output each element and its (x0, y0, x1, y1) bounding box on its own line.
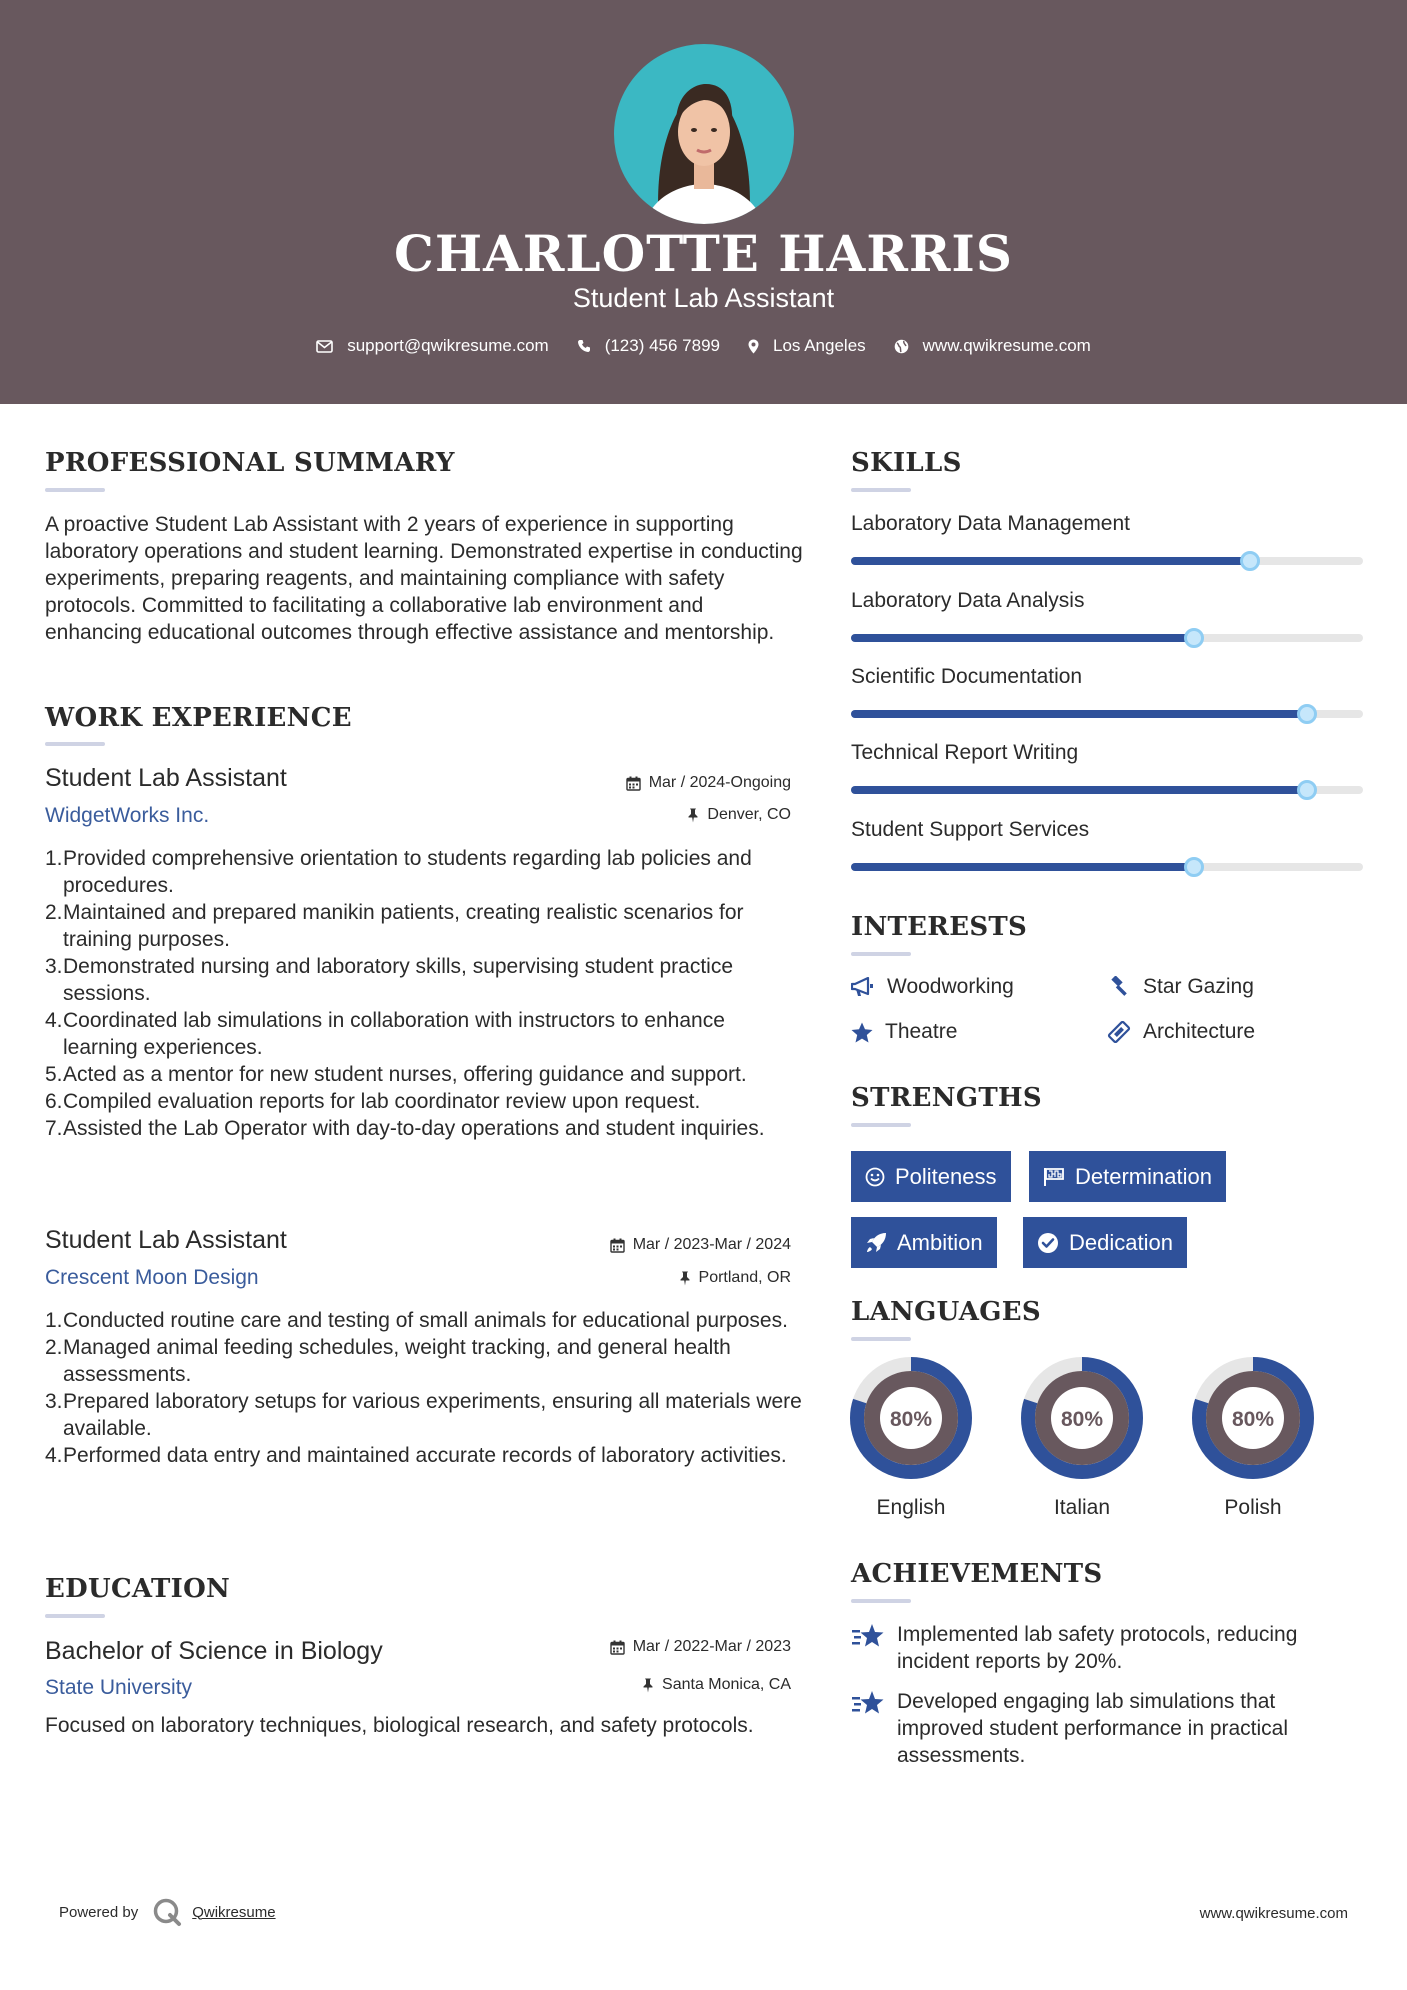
experience-rule (45, 742, 105, 746)
interest-label: Woodworking (887, 975, 1014, 998)
email-text: support@qwikresume.com (347, 336, 549, 355)
footer-powered-by (59, 1897, 276, 1927)
skill-knob (1240, 551, 1260, 571)
education-school[interactable]: State University (45, 1676, 193, 1699)
interests-heading: INTERESTS (851, 912, 1028, 942)
phone-icon (577, 339, 591, 353)
skill-fill (851, 863, 1194, 871)
contact-phone[interactable] (577, 336, 720, 356)
job-1-dates-text: Mar / 2024-Ongoing (648, 774, 791, 791)
education-location (480, 1676, 791, 1694)
skill-label: Technical Report Writing (851, 741, 1079, 764)
job-1-location (480, 806, 791, 824)
achievement-item (851, 1688, 1363, 1769)
languages-heading: LANGUAGES (851, 1297, 1041, 1327)
skills-heading: SKILLS (851, 448, 962, 478)
strengths-rule (851, 1123, 911, 1127)
avatar-illustration (614, 44, 794, 224)
achievement-text: Developed engaging lab simulations that improved student performance in practical assessments. (897, 1690, 1289, 1767)
skill-knob (1297, 780, 1317, 800)
powered-by-label: Powered by (59, 1903, 139, 1921)
interest-item (851, 1020, 957, 1044)
skill-fill (851, 634, 1194, 642)
list-item: 2. Maintained and prepared manikin patients, creating realistic scenarios for training purposes. (45, 901, 744, 951)
strength-badge (1023, 1217, 1187, 1268)
skill-fill (851, 710, 1307, 718)
contact-location (748, 336, 866, 356)
interests-rule (851, 952, 911, 956)
check-circle-icon (1037, 1232, 1059, 1254)
pushpin-icon (642, 1678, 654, 1693)
skill-label: Laboratory Data Analysis (851, 589, 1085, 612)
shooting-star-icon (851, 1690, 885, 1716)
flag-icon (1043, 1167, 1065, 1187)
job-1-bullets (45, 845, 805, 1142)
contact-bar (0, 336, 1407, 356)
language-ring (850, 1357, 972, 1484)
calendar-icon (610, 1238, 625, 1253)
map-marker-icon (748, 339, 759, 354)
candidate-title: Student Lab Assistant (572, 283, 835, 313)
interest-item (851, 975, 1014, 999)
language-name: Polish (1224, 1496, 1282, 1519)
ring-percent: 80% (1060, 1408, 1104, 1431)
languages-rule (851, 1337, 911, 1341)
interest-label: Architecture (1143, 1020, 1256, 1043)
list-item: 6. Compiled evaluation reports for lab coordinator review upon request. (45, 1090, 701, 1113)
envelope-icon (316, 340, 333, 353)
ring-percent: 80% (889, 1408, 933, 1431)
strength-label: Dedication (1069, 1229, 1173, 1255)
education-dates (480, 1638, 791, 1656)
skills-rule (851, 488, 911, 492)
list-item: 1. Provided comprehensive orientation to students regarding lab policies and procedures. (45, 847, 752, 897)
smile-icon (865, 1167, 885, 1187)
education-heading: EDUCATION (45, 1574, 231, 1604)
skill-label: Scientific Documentation (851, 665, 1083, 688)
language-name: English (876, 1496, 946, 1519)
pushpin-icon (679, 1271, 691, 1286)
strength-label: Determination (1075, 1163, 1212, 1189)
contact-email[interactable] (316, 336, 549, 356)
job-1-company[interactable]: WidgetWorks Inc. (45, 804, 210, 827)
footer-website[interactable]: www.qwikresume.com (1199, 1905, 1348, 1922)
language-ring (1021, 1357, 1143, 1484)
job-2-bullets (45, 1307, 805, 1469)
ring-percent: 80% (1231, 1408, 1275, 1431)
location-text: Los Angeles (773, 336, 866, 355)
interest-label: Theatre (885, 1020, 958, 1043)
list-item: 2. Managed animal feeding schedules, weight tracking, and general health assessments. (45, 1336, 731, 1386)
list-item: 7. Assisted the Lab Operator with day-to-day operations and student inquiries. (45, 1117, 765, 1140)
education-text: Focused on laboratory techniques, biological research, and safety protocols. (45, 1714, 754, 1737)
interest-item (1107, 1020, 1255, 1044)
strengths-heading: STRENGTHS (851, 1083, 1042, 1113)
language-ring (1192, 1357, 1314, 1484)
gavel-icon (1107, 976, 1131, 998)
phone-text: (123) 456 7899 (604, 336, 721, 355)
progress-ring (1192, 1357, 1314, 1479)
education-location-text: Santa Monica, CA (662, 1676, 791, 1693)
job-1-role: Student Lab Assistant (45, 764, 287, 792)
strength-label: Ambition (897, 1229, 983, 1255)
job-2-role: Student Lab Assistant (45, 1226, 287, 1254)
list-item: 3. Prepared laboratory setups for various experiments, ensuring all materials were available. (45, 1390, 802, 1440)
list-item: 5. Acted as a mentor for new student nurses, offering guidance and support. (45, 1063, 747, 1086)
skill-bar (851, 710, 1363, 718)
job-2-location-text: Portland, OR (698, 1269, 791, 1286)
skill-knob (1184, 628, 1204, 648)
skill-label: Student Support Services (851, 818, 1090, 841)
progress-ring (1021, 1357, 1143, 1479)
education-rule (45, 1614, 105, 1618)
calendar-icon (610, 1640, 625, 1655)
skill-bar (851, 634, 1363, 642)
skill-fill (851, 557, 1250, 565)
skill-bar (851, 786, 1363, 794)
pushpin-icon (687, 808, 699, 823)
bullhorn-icon (851, 977, 875, 997)
experience-heading: WORK EXPERIENCE (45, 703, 352, 733)
strength-badge (1029, 1151, 1226, 1202)
language-name: Italian (1053, 1496, 1111, 1519)
achievements-rule (851, 1599, 911, 1603)
summary-rule (45, 488, 105, 492)
job-2-dates (480, 1236, 791, 1254)
rocket-icon (865, 1232, 887, 1254)
candidate-name: CHARLOTTE HARRIS (394, 224, 1013, 283)
achievement-item (851, 1621, 1363, 1675)
achievements-heading: ACHIEVEMENTS (851, 1559, 1103, 1589)
education-degree: Bachelor of Science in Biology (45, 1637, 383, 1665)
progress-ring (850, 1357, 972, 1479)
star-icon (851, 1022, 873, 1043)
interest-item (1107, 975, 1254, 999)
job-2-company[interactable]: Crescent Moon Design (45, 1266, 259, 1289)
website-text: www.qwikresume.com (922, 336, 1091, 355)
qwikresume-logo-icon (152, 1897, 182, 1927)
strength-badge (851, 1151, 1011, 1202)
summary-heading: PROFESSIONAL SUMMARY (45, 448, 455, 478)
job-1-location-text: Denver, CO (707, 806, 791, 823)
skill-knob (1184, 857, 1204, 877)
resume-header (0, 0, 1407, 404)
job-1-dates (480, 774, 791, 792)
list-item: 1. Conducted routine care and testing of small animals for educational purposes. (45, 1309, 788, 1332)
job-2-location (480, 1269, 791, 1287)
list-item: 4. Performed data entry and maintained accurate records of laboratory activities. (45, 1444, 787, 1467)
list-item: 3. Demonstrated nursing and laboratory skills, supervising student practice sessions. (45, 955, 734, 1005)
strength-label: Politeness (895, 1163, 997, 1189)
ticket-icon (1107, 1021, 1131, 1043)
qwikresume-link[interactable]: Qwikresume (192, 1903, 276, 1921)
calendar-icon (626, 776, 641, 791)
summary-text: A proactive Student Lab Assistant with 2 years of experience in supporting laboratory operations and student learning. Demonstrated expertise in conducting experiments, preparing reagents, and maintaining compliance with safety protocols. Committed to facilitating a collaborative lab environment and enhancing educational outcomes through effective assistance and mentorship. (45, 513, 803, 644)
skill-knob (1297, 704, 1317, 724)
education-dates-text: Mar / 2022-Mar / 2023 (632, 1638, 791, 1655)
achievement-text: Implemented lab safety protocols, reducing incident reports by 20%. (897, 1623, 1298, 1673)
interest-label: Star Gazing (1143, 975, 1254, 998)
skill-bar (851, 557, 1363, 565)
list-item: 4. Coordinated lab simulations in collaboration with instructors to enhance learning experiences. (45, 1009, 725, 1059)
strength-badge (851, 1217, 997, 1268)
contact-website[interactable] (894, 336, 1091, 356)
globe-icon (894, 339, 909, 354)
skill-bar (851, 863, 1363, 871)
shooting-star-icon (851, 1623, 885, 1649)
skill-label: Laboratory Data Management (851, 512, 1130, 535)
job-2-dates-text: Mar / 2023-Mar / 2024 (632, 1236, 791, 1253)
skill-fill (851, 786, 1307, 794)
profile-photo (614, 44, 794, 224)
